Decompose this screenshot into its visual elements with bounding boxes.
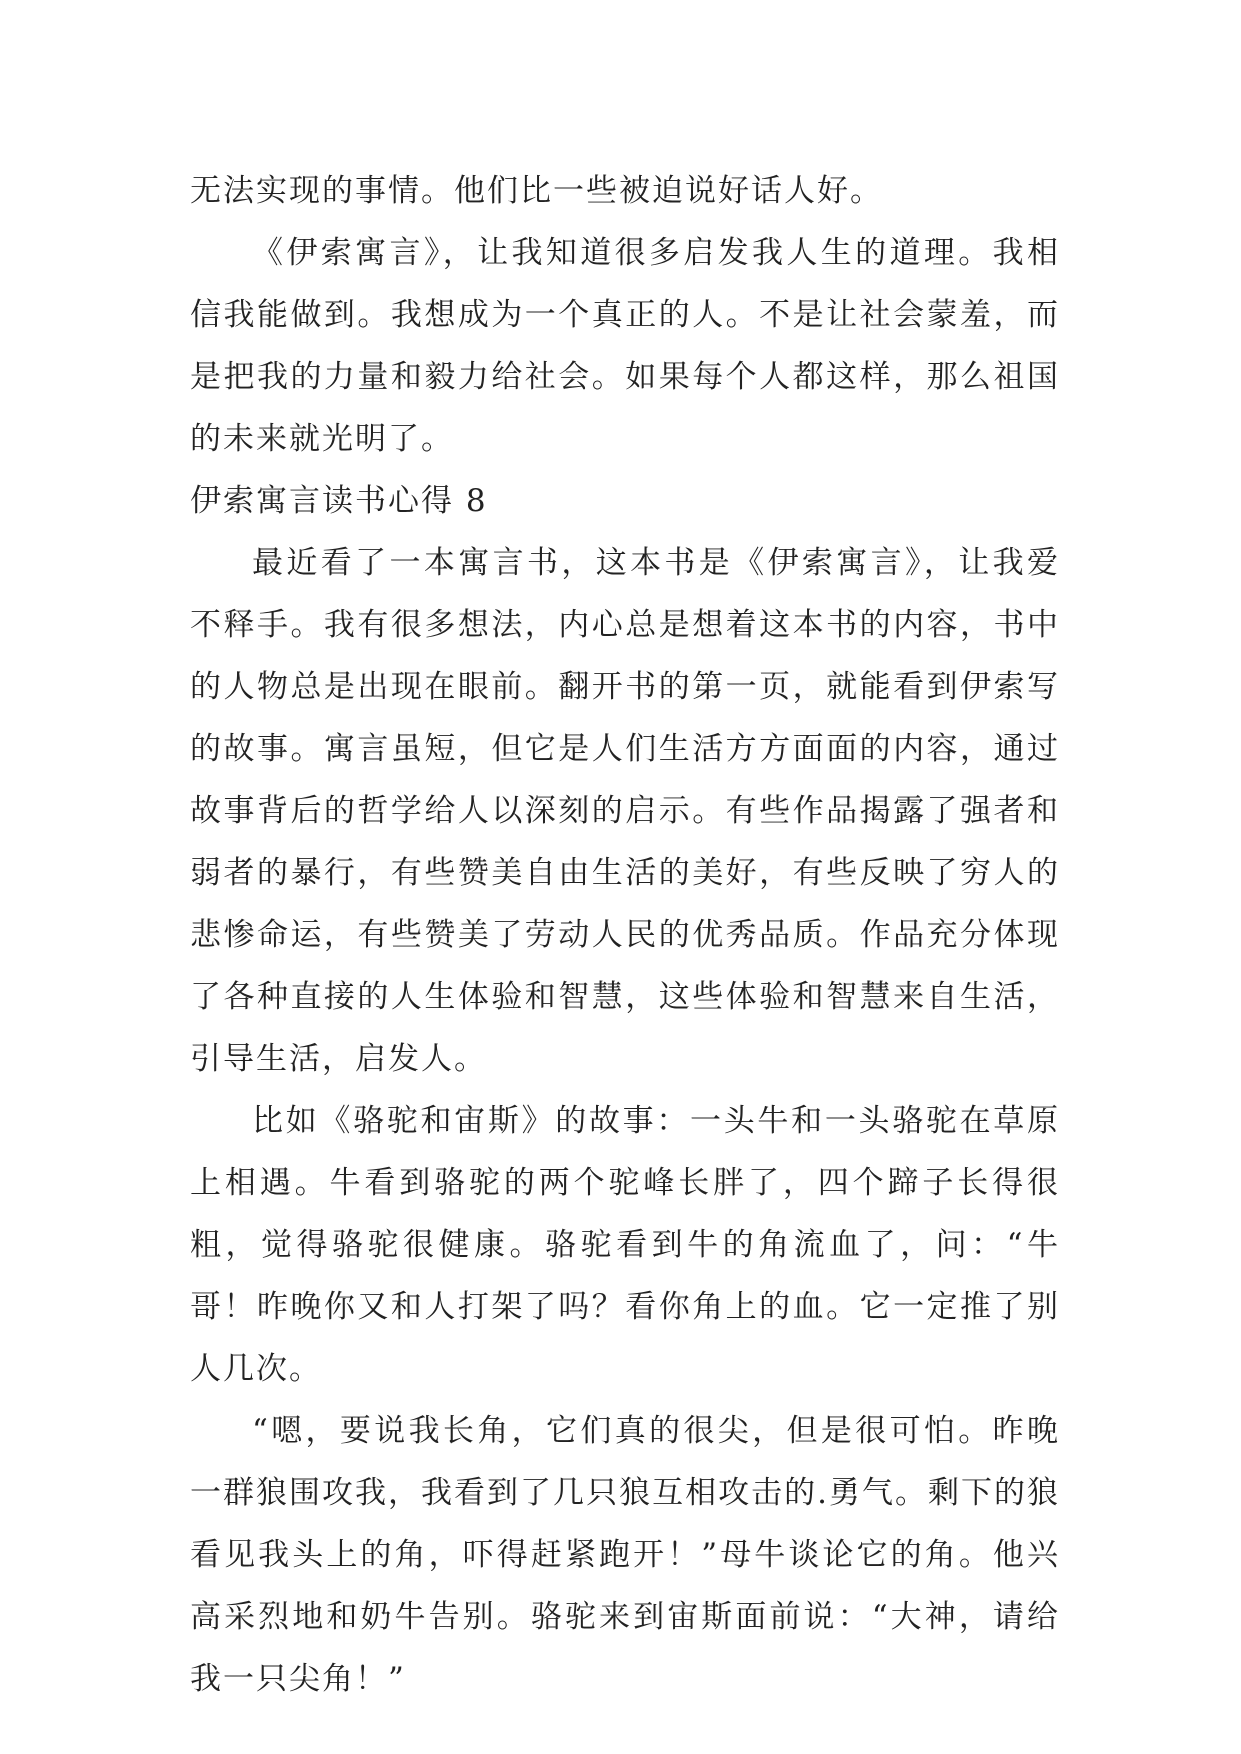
section-paragraph: 比如《骆驼和宙斯》的故事：一头牛和一头骆驼在草原上相遇。牛看到骆驼的两个驼峰长胖了，四个蹄子长得很粗，觉得骆驼很健康。骆驼看到牛的角流血了，问：“牛哥！昨晚你又和人打架了吗？看你角上的血。它一定推了别人几次。 <box>190 1103 1060 1387</box>
document-body <box>190 160 1060 1710</box>
paragraph-conclusion: 《伊索寓言》，让我知道很多启发我人生的道理。我相信我能做到。我想成为一个真正的人。不是让社会蒙羞，而是把我的力量和毅力给社会。如果每个人都这样，那么祖国的未来就光明了。 <box>190 235 1060 457</box>
section-paragraph: “嗯，要说我长角，它们真的很尖，但是很可怕。昨晚一群狼围攻我，我看到了几只狼互相攻击的.勇气。剩下的狼看见我头上的角，吓得赶紧跑开！”母牛谈论它的角。他兴高采烈地和奶牛告别。骆驼来到宙斯面前说：“大神，请给我一只尖角！” <box>190 1413 1060 1697</box>
section-title: 伊索寓言读书心得 8 <box>190 483 488 519</box>
paragraph-continuation: 无法实现的事情。他们比一些被迫说好话人好。 <box>190 173 883 209</box>
section-paragraph: 最近看了一本寓言书，这本书是《伊索寓言》，让我爱不释手。我有很多想法，内心总是想着这本书的内容，书中的人物总是出现在眼前。翻开书的第一页，就能看到伊索写的故事。寓言虽短，但它是人们生活方方面面的内容，通过故事背后的哲学给人以深刻的启示。有些作品揭露了强者和弱者的暴行，有些赞美自由生活的美好，有些反映了穷人的悲惨命运，有些赞美了劳动人民的优秀品质。作品充分体现了各种直接的人生体验和智慧，这些体验和智慧来自生活，引导生活，启发人。 <box>190 545 1060 1077</box>
